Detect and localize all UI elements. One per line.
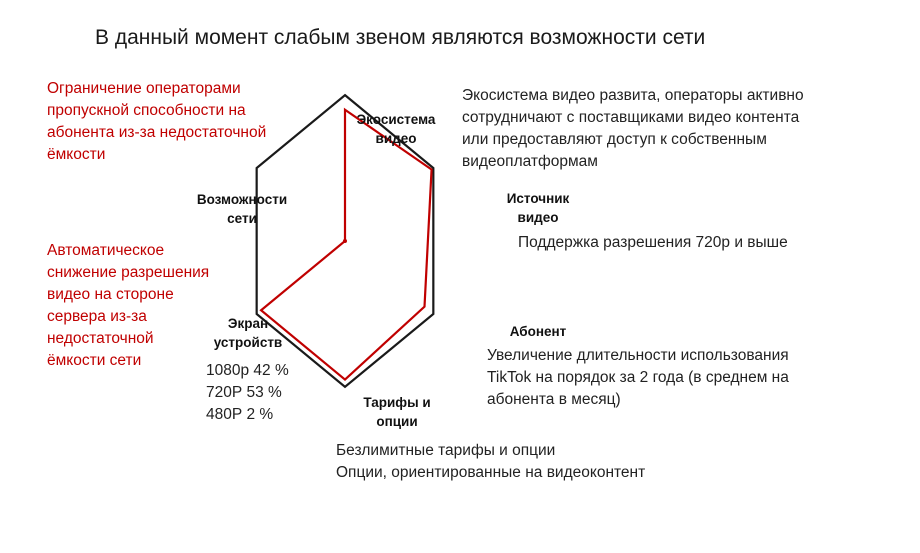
axis-label-subscriber: Абонент (509, 324, 567, 339)
axis-label-ecosystem: Экосистема видео (356, 112, 436, 146)
note-source: Поддержка разрешения 720р и выше (518, 234, 788, 251)
radar-center-dot (343, 239, 347, 243)
note-subscriber: Увеличение длительности использования TikTok на порядок за 2 года (в среднем на абонента в месяц) (487, 347, 789, 408)
axis-label-tariffs: Тарифы и опции (363, 395, 431, 429)
note-screen-resolutions: 1080р 42 % 720Р 53 % 480Р 2 % (206, 362, 289, 423)
note-ecosystem: Экосистема видео развита, операторы активно сотрудничают с поставщиками видео контента или предоставляют доступ к собственным видеоплатформам (462, 87, 804, 170)
note-network-bandwidth-limit: Ограничение операторами пропускной способности на абонента из-за недостаточной ёмкости (47, 80, 267, 163)
note-network-auto-downscale: Автоматическое снижение разрешения видео на стороне сервера из-за недостаточной ёмкости сети (47, 242, 210, 369)
note-tariffs: Безлимитные тарифы и опции Опции, ориентированные на видеоконтент (336, 442, 646, 481)
axis-label-screen: Экран устройств (213, 316, 283, 350)
axis-label-network: Возможности сети (196, 192, 288, 226)
page-title: В данный момент слабым звеном являются возможности сети (95, 26, 706, 49)
axis-label-source: Источник видео (506, 191, 570, 225)
